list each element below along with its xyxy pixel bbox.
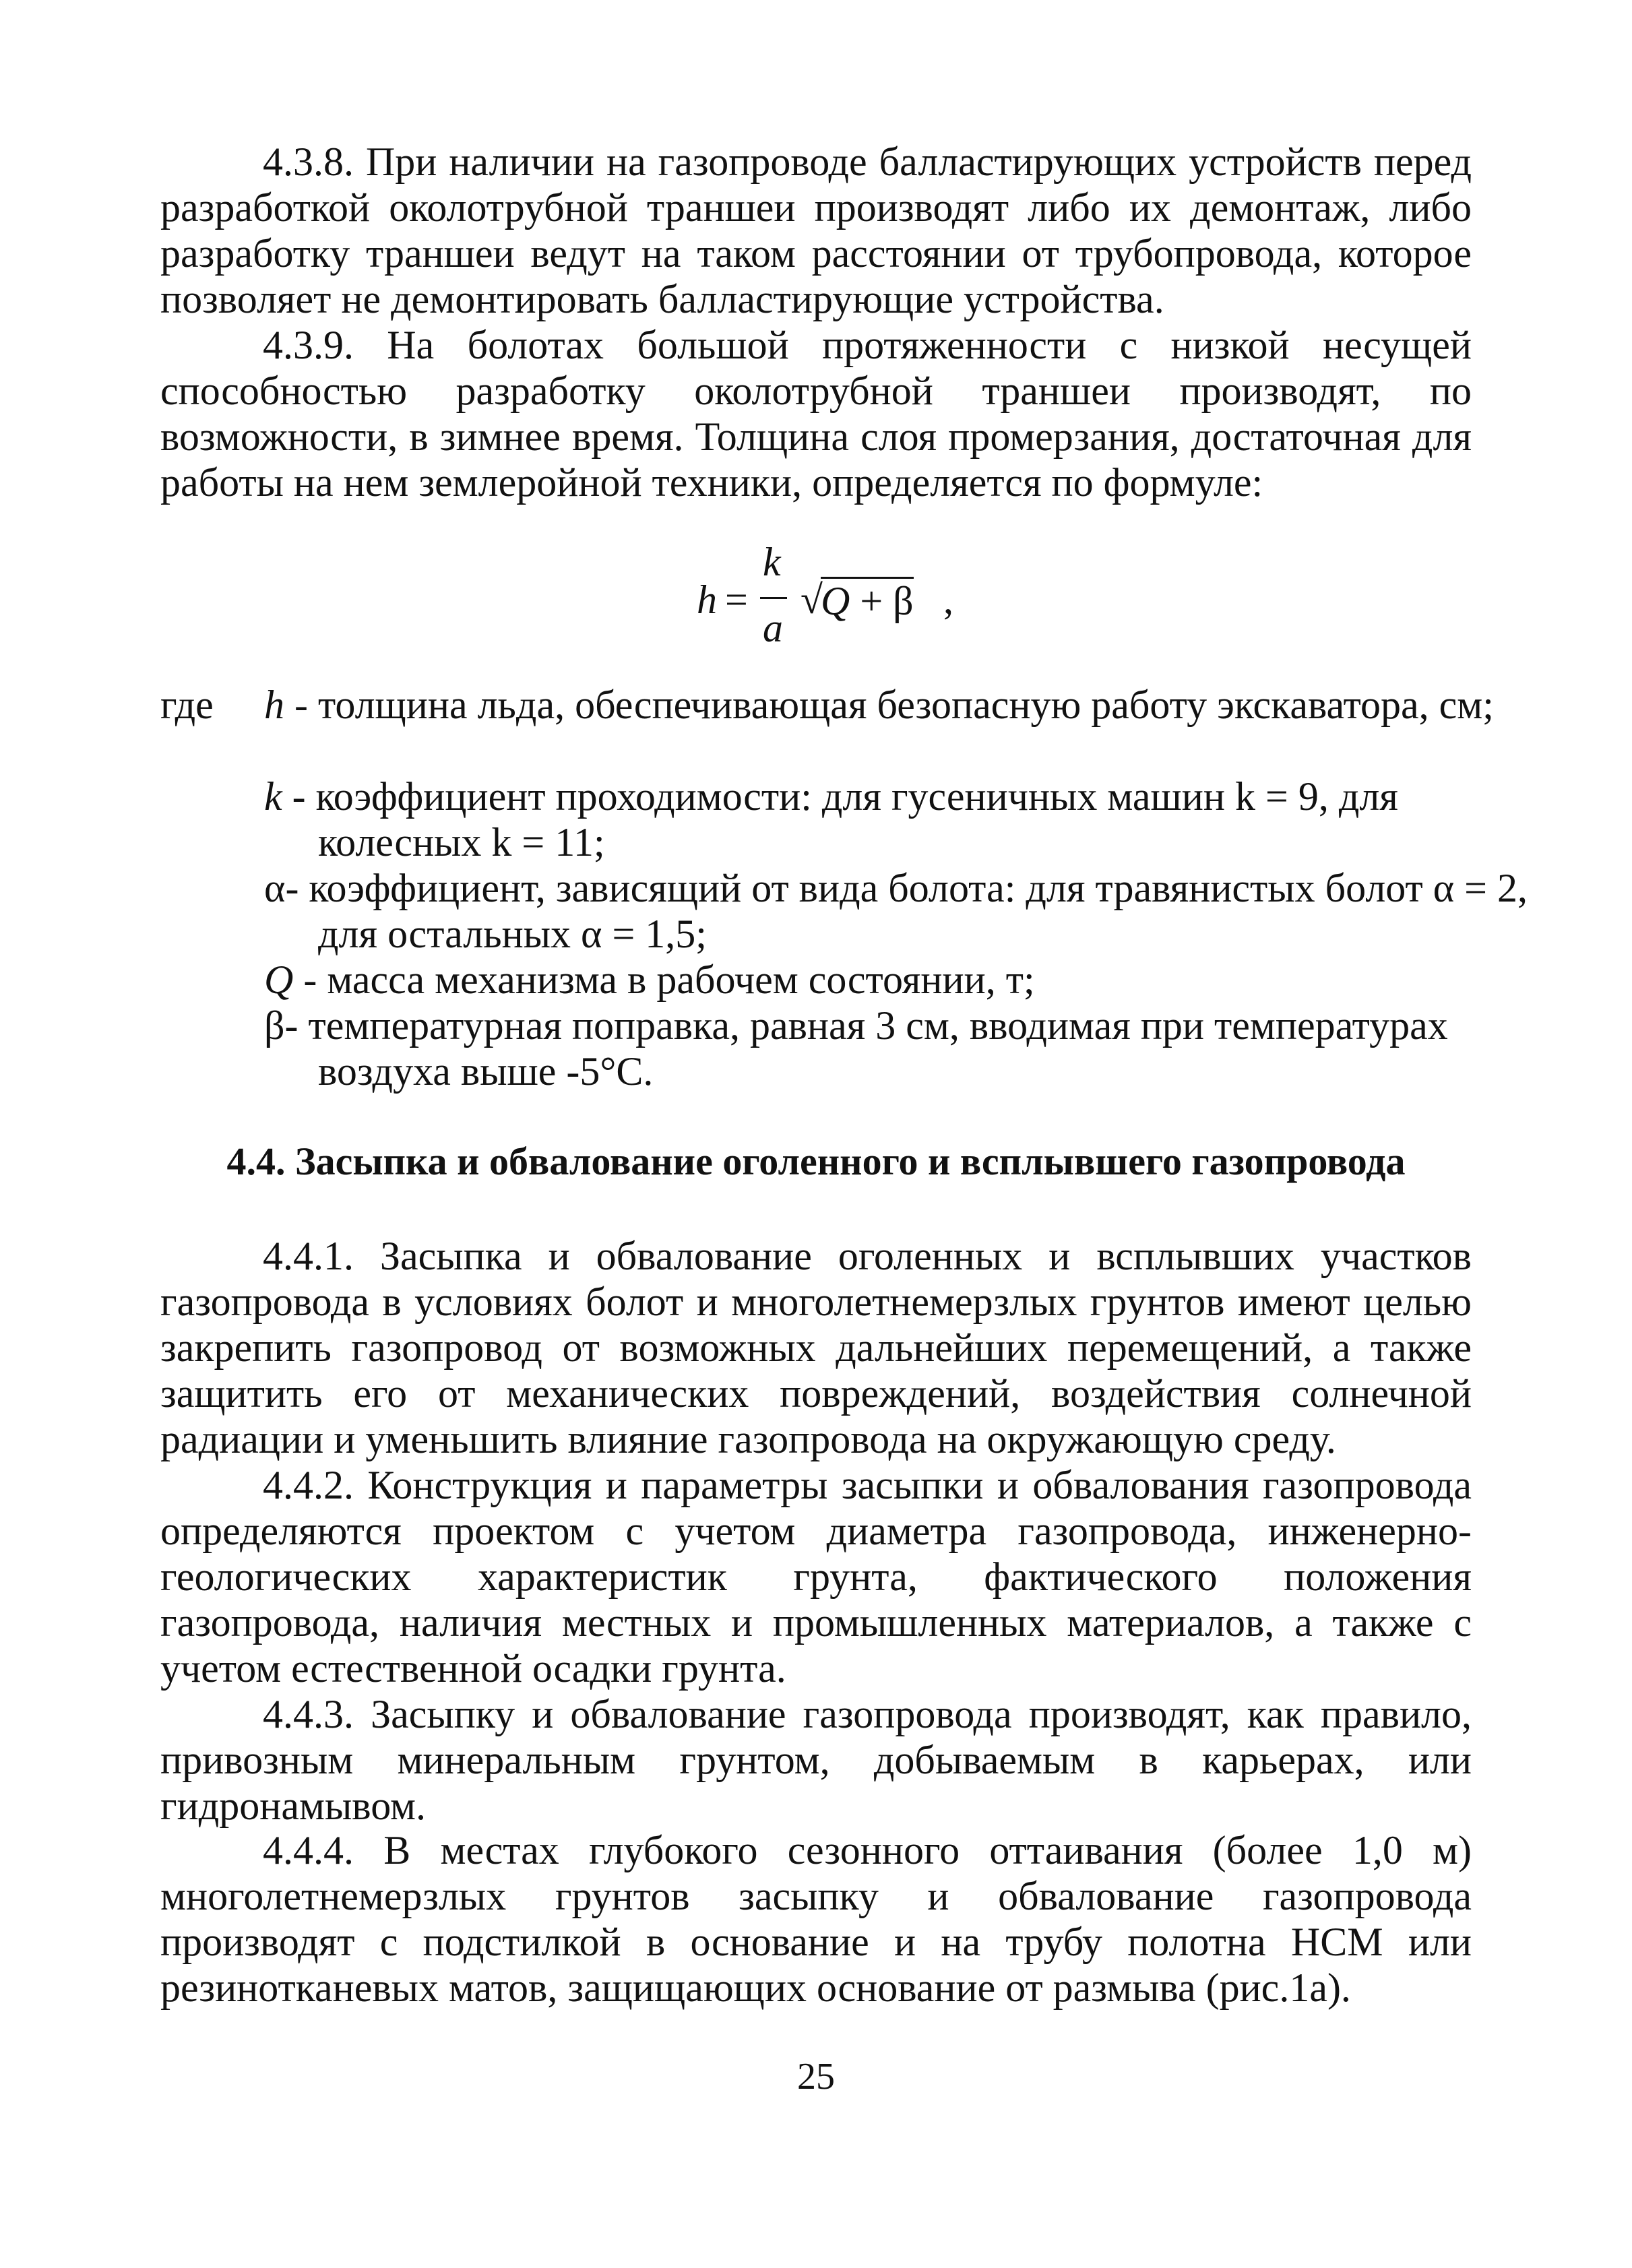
formula-equals: = [725,577,748,622]
thickness-formula [674,539,1024,654]
definition-symbol: h [264,683,284,727]
definition-text: - температурная поправка, равная 3 см, вводимая при температурах воздуха выше -5°С. [284,1003,1448,1094]
definition-q [264,957,1531,1003]
definition-h [264,682,1531,728]
definition-symbol: β [264,1003,285,1048]
formula-denominator: a [763,606,783,650]
page-number: 25 [797,2056,835,2098]
paragraph-4-4-1: 4.4.1. Засыпка и обвалование оголенных и всплывших участков газопровода в условиях болот и многолетнемерзлых грунтов имеют целью закрепить газопровод от возможных дальнейших перемещений, а также защитить его от механических повреждений, воздействия солнечной радиации и уменьшить влияние газопровода на окружающую среду. [160,1234,1472,1461]
definition-text: - масса механизма в рабочем состоянии, т; [293,957,1035,1002]
formula-h: h [697,577,717,622]
formula-radicand [821,577,914,622]
paragraph-4-4-4: 4.4.4. В местах глубокого сезонного оттаивания (более 1,0 м) многолетнемерзлых грунтов засыпку и обвалование газопровода производят с подстилкой в основание и на трубу полотна НСМ или резинотканевых матов, защищающих основание от размыва (рис.1а). [160,1828,1472,2010]
definition-symbol: Q [264,957,294,1002]
radicand-q: Q [821,579,850,623]
radicand-rest: + β [850,579,914,623]
formula-numerator: k [763,540,781,584]
paragraph-4-3-8: 4.3.8. При наличии на газопроводе балластирующих устройств перед разработкой околотрубной траншеи производят либо их демонтаж, либо разработку траншеи ведут на таком расстоянии от трубопровода, которое позволяет не демонтировать балластирующие устройства. [160,139,1472,321]
definition-text: - коэффициент, зависящий от вида болота: для травянистых болот α = 2, для остальных α = 1,5; [285,866,1528,956]
where-label: где [160,683,214,727]
definition-symbol: k [264,774,282,819]
section-heading: 4.4. Засыпка и обвалование оголенного и всплывшего газопровода [226,1139,1406,1183]
definition-alpha [264,865,1531,957]
paragraph-4-4-3: 4.4.3. Засыпку и обвалование газопровода производят, как правило, привозным минеральным грунтом, добываемым в карьерах, или гидронамывом. [160,1692,1472,1828]
fraction-bar [760,597,787,599]
radical-sign: √ [801,577,823,622]
paragraph-4-4-2: 4.4.2. Конструкция и параметры засыпки и обвалования газопровода определяются проектом с учетом диаметра газопровода, инженерно-геологических характеристик грунта, фактического положения газопровода, наличия местных и промышленных материалов, а также с учетом естественной осадки грунта. [160,1463,1472,1691]
definition-symbol: α [264,866,286,910]
paragraph-4-3-9: 4.3.9. На болотах большой протяженности с низкой несущей способностью разработку околотрубной траншеи производят, по возможности, в зимнее время. Толщина слоя промерзания, достаточная для работы на нем землеройной техники, определяется по формуле: [160,323,1472,505]
formula-comma: , [943,577,953,622]
definition-beta [264,1003,1531,1094]
definition-k [264,774,1531,865]
definition-text: - коэффициент проходимости: для гусеничных машин k = 9, для колесных k = 11; [282,774,1398,864]
definition-text: - толщина льда, обеспечивающая безопасную работу экскаватора, см; [284,683,1494,727]
